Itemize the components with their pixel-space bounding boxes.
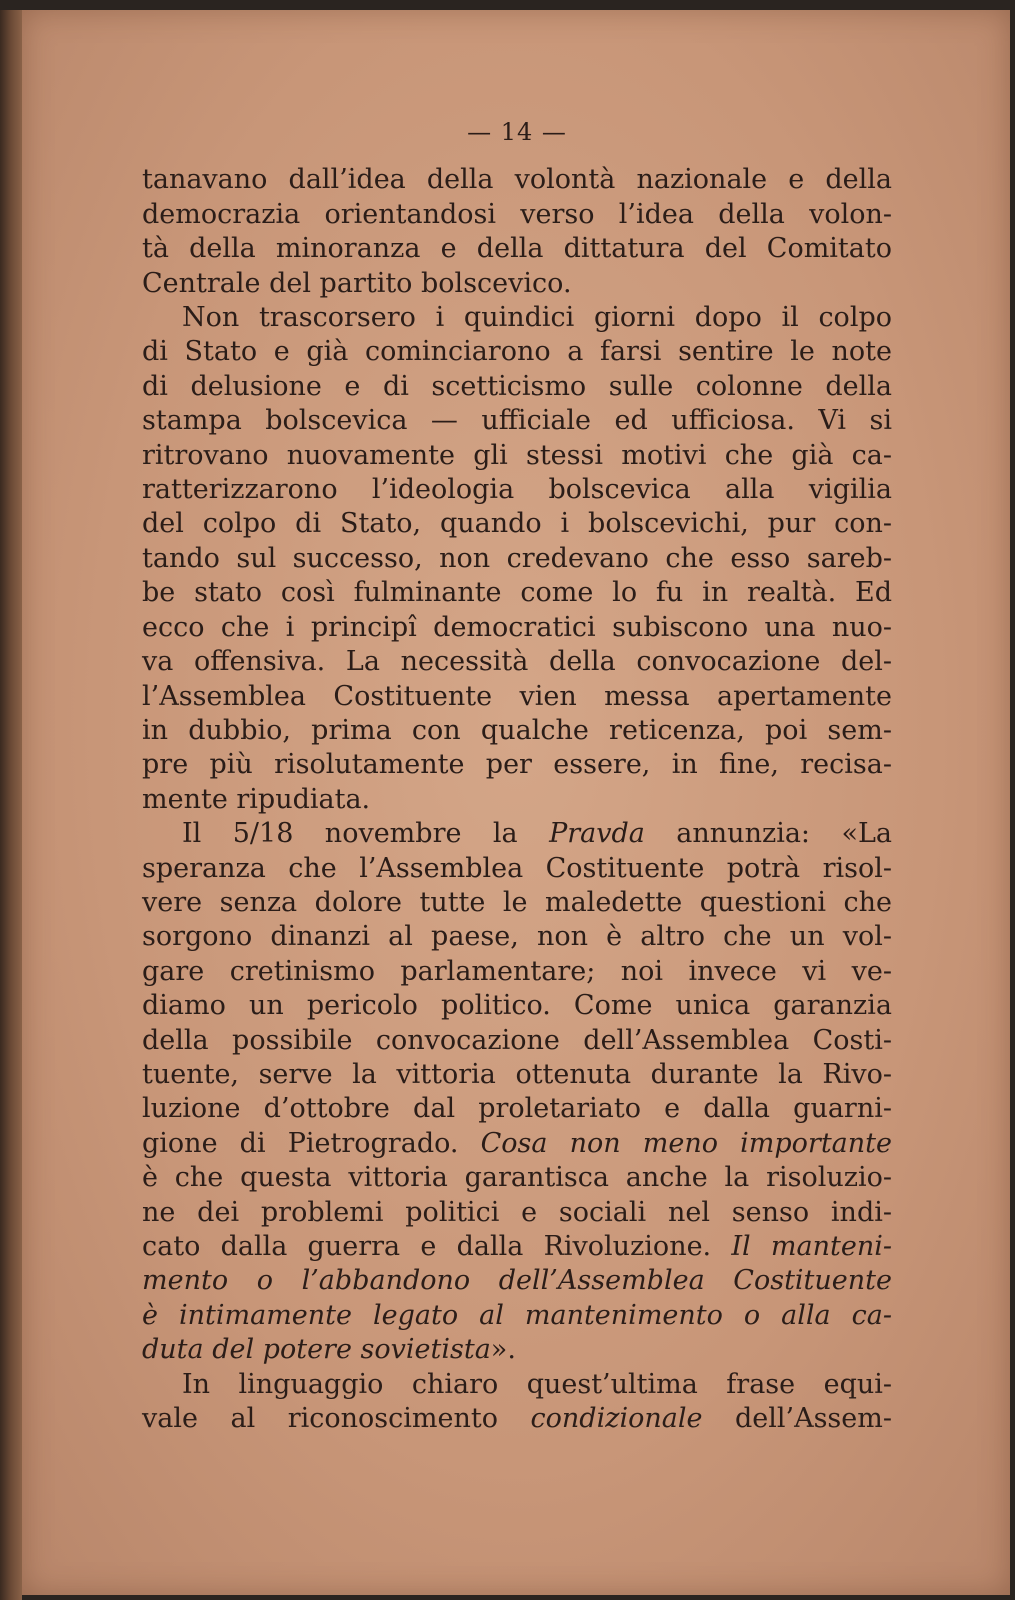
text-segment: be stato così fulminante come lo fu in realtà. Ed [142, 577, 892, 609]
text-segment: è che questa vittoria garantisca anche la risoluzio- [142, 1162, 892, 1194]
text-segment: va offensiva. La necessità della convocazione del- [142, 646, 892, 678]
text-segment: tuente, serve la vittoria ottenuta durante la Rivo- [142, 1058, 892, 1090]
text-line [142, 748, 892, 782]
text-segment: dell’Assem- [702, 1403, 892, 1435]
text-segment: annunzia: «La [644, 818, 892, 850]
text-line [142, 1368, 892, 1402]
italic-text: duta del potere sovietista [142, 1334, 491, 1366]
text-line [142, 1092, 892, 1126]
text-line [142, 1264, 892, 1298]
text-segment: diamo un pericolo politico. Come unica garanzia [142, 990, 892, 1022]
text-segment: Non trascorsero i quindici giorni dopo il colpo [182, 302, 892, 334]
text-line [142, 680, 892, 714]
text-line [142, 335, 892, 369]
text-line [142, 370, 892, 404]
text-line [142, 955, 892, 989]
text-segment: della possibile convocazione dell’Assemblea Costi- [142, 1024, 892, 1056]
italic-text: Cosa non meno importante [480, 1127, 892, 1159]
text-line [142, 301, 892, 335]
text-segment: stampa bolscevica — ufficiale ed ufficiosa. Vi si [142, 405, 892, 437]
text-segment: ». [490, 1334, 516, 1366]
text-line [142, 989, 892, 1023]
text-line [142, 1230, 892, 1264]
italic-text: è intimamente legato al mantenimento o alla ca- [142, 1299, 892, 1331]
text-segment: di delusione e di scetticismo sulle colonne della [142, 370, 892, 402]
page-text [142, 115, 892, 1436]
text-line [142, 1161, 892, 1195]
text-line [142, 404, 892, 438]
italic-text: mento o l’abbandono dell’Assemblea Costituente [142, 1265, 892, 1297]
text-line [142, 714, 892, 748]
text-line [142, 198, 892, 232]
text-segment: mente ripudiata. [142, 783, 371, 815]
text-line [142, 783, 892, 817]
text-line [142, 1299, 892, 1333]
text-segment: democrazia orientandosi verso l’idea della volon- [142, 198, 892, 230]
text-segment: ritrovano nuovamente gli stessi motivi che già ca- [142, 439, 892, 471]
text-line [142, 886, 892, 920]
italic-text: condizionale [530, 1403, 703, 1435]
text-segment: cato dalla guerra e dalla Rivoluzione. [142, 1231, 732, 1262]
text-segment: pre più risolutamente per essere, in fine, recisa- [142, 749, 892, 781]
scan-edge [0, 0, 1015, 10]
text-segment: ratterizzarono l’ideologia bolscevica alla vigilia [142, 474, 892, 506]
text-line [142, 576, 892, 610]
text-segment: ecco che i principî democratici subiscono una nuo- [142, 611, 892, 643]
italic-text: Il manteni- [731, 1231, 892, 1262]
text-line [142, 1127, 892, 1161]
text-line [142, 439, 892, 473]
text-line [142, 1402, 892, 1436]
text-line [142, 1196, 892, 1230]
text-segment: sorgono dinanzi al paese, non è altro che un vol- [142, 921, 892, 953]
text-segment: tà della minoranza e della dittatura del Comitato [142, 233, 892, 265]
text-segment: speranza che l’Assemblea Costituente potrà risol- [142, 852, 892, 884]
text-segment: gare cretinismo parlamentare; noi invece vi ve- [142, 955, 892, 987]
text-segment: Il 5/18 novembre la [182, 818, 550, 850]
text-segment: tando sul successo, non credevano che esso sareb- [142, 542, 892, 574]
text-segment: vere senza dolore tutte le maledette questioni che [142, 886, 892, 918]
text-line [142, 1333, 892, 1367]
text-line [142, 232, 892, 266]
text-line [142, 645, 892, 679]
text-segment: vale al riconoscimento [142, 1403, 531, 1435]
body-text [142, 163, 892, 1436]
text-segment: del colpo di Stato, quando i bolscevichi, pur con- [142, 508, 892, 540]
text-line [142, 473, 892, 507]
text-line [142, 852, 892, 886]
text-line [142, 163, 892, 197]
text-line [142, 611, 892, 645]
text-line [142, 267, 892, 301]
text-line [142, 542, 892, 576]
text-line [142, 1058, 892, 1092]
text-segment: luzione d’ottobre dal proletariato e dalla guarni- [142, 1093, 892, 1125]
text-segment: di Stato e già cominciarono a farsi sentire le note [142, 336, 892, 368]
book-binding [0, 0, 22, 1600]
text-line [142, 920, 892, 954]
text-segment: l’Assemblea Costituente vien messa apertamente [142, 680, 892, 712]
text-segment: Centrale del partito bolscevico. [142, 267, 572, 299]
italic-text: Pravda [549, 818, 645, 850]
text-segment: gione di Pietrogrado. [142, 1127, 481, 1159]
text-segment: tanavano dall’idea della volontà nazionale e della [142, 164, 892, 196]
text-segment: in dubbio, prima con qualche reticenza, poi sem- [142, 714, 892, 746]
text-segment: In linguaggio chiaro quest’ultima frase equi- [182, 1368, 892, 1400]
text-line [142, 1024, 892, 1058]
text-segment: ne dei problemi politici e sociali nel senso indi- [142, 1196, 892, 1228]
text-line [142, 507, 892, 541]
page-number: — 14 — [467, 118, 567, 146]
text-line [142, 817, 892, 851]
